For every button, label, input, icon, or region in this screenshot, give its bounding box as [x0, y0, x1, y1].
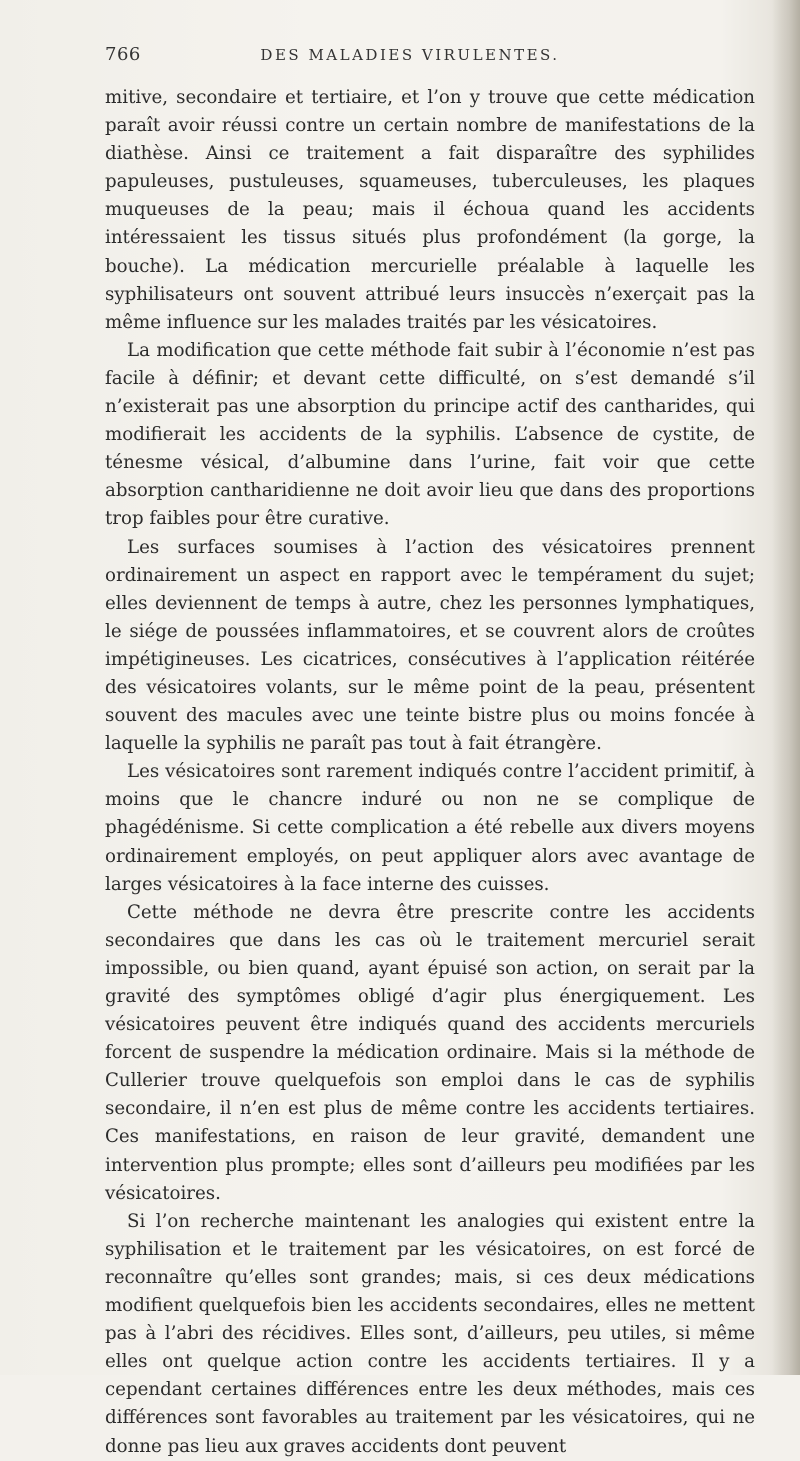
- paragraph-continuation: mitive, secondaire et tertiaire, et l’on y trouve que cette médication paraît avoir réussi contre un certain nombre de manifestations de la diathèse. Ainsi ce traitement a fait disparaître des syphilides papuleuses, pustuleuses, squameuses, tuberculeuses, les plaques muqueuses de la peau; mais il échoua quand les accidents intéressaient les tissus situés plus profondément (la gorge, la bouche). La médication mercurielle préalable à laquelle les syphilisateurs ont souvent attribué leurs insuccès n’exerçait pas la même influence sur les malades traités par les vésicatoires.: [105, 87, 755, 333]
- paragraph: Les vésicatoires sont rarement indiqués contre l’accident primitif, à moins que le chancre induré ou non ne se complique de phagédénisme. Si cette complication a été rebelle aux divers moyens ordinairement employés, on peut appliquer alors avec avantage de larges vésicatoires à la face interne des cuisses.: [105, 761, 755, 895]
- page-header: [105, 44, 755, 74]
- paragraph: La modification que cette méthode fait subir à l’économie n’est pas facile à définir; et devant cette difficulté, on s’est demandé s’il n’existerait pas une absorption du principe actif des cantharides, qui modifierait les accidents de la syphilis. L’absence de cystite, de ténesme vésical, d’albumine dans l’urine, fait voir que cette absorption cantharidienne ne doit avoir lieu que dans des proportions trop faibles pour être curative.: [105, 339, 755, 530]
- page-binding-edge: [772, 0, 800, 1375]
- body-text: [105, 84, 755, 1461]
- running-head: DES MALADIES VIRULENTES.: [260, 46, 560, 64]
- paragraph: Les surfaces soumises à l’action des vésicatoires prennent ordinairement un aspect en rapport avec le tempérament du sujet; elles deviennent de temps à autre, chez les personnes lymphatiques, le siége de poussées inflammatoires, et se couvrent alors de croûtes impétigineuses. Les cicatrices, consécutives à l’application réitérée des vésicatoires volants, sur le même point de la peau, présentent souvent des macules avec une teinte bistre plus ou moins foncée à laquelle la syphilis ne paraît pas tout à fait étrangère.: [105, 536, 755, 755]
- paragraph: Cette méthode ne devra être prescrite contre les accidents secondaires que dans les cas où le traitement mercuriel serait impossible, ou bien quand, ayant épuisé son action, on serait par la gravité des symptômes obligé d’agir plus énergiquement. Les vésicatoires peuvent être indiqués quand des accidents mercuriels forcent de suspendre la médication ordinaire. Mais si la méthode de Cullerier trouve quelquefois son emploi dans le cas de syphilis secondaire, il n’en est plus de même contre les accidents tertiaires. Ces manifestations, en raison de leur gravité, demandent une intervention plus prompte; elles sont d’ailleurs peu modifiées par les vésicatoires.: [105, 901, 755, 1204]
- page-number: 766: [105, 44, 141, 65]
- paragraph: Si l’on recherche maintenant les analogies qui existent entre la syphilisation et le traitement par les vésicatoires, on est forcé de reconnaître qu’elles sont grandes; mais, si ces deux médications modifient quelquefois bien les accidents secondaires, elles ne mettent pas à l’abri des récidives. Elles sont, d’ailleurs, peu utiles, si même elles ont quelque action contre les accidents tertiaires. Il y a cependant certaines différences entre les deux méthodes, mais ces différences sont favorables au traitement par les vésicatoires, qui ne donne pas lieu aux graves accidents dont peuvent: [105, 1210, 755, 1457]
